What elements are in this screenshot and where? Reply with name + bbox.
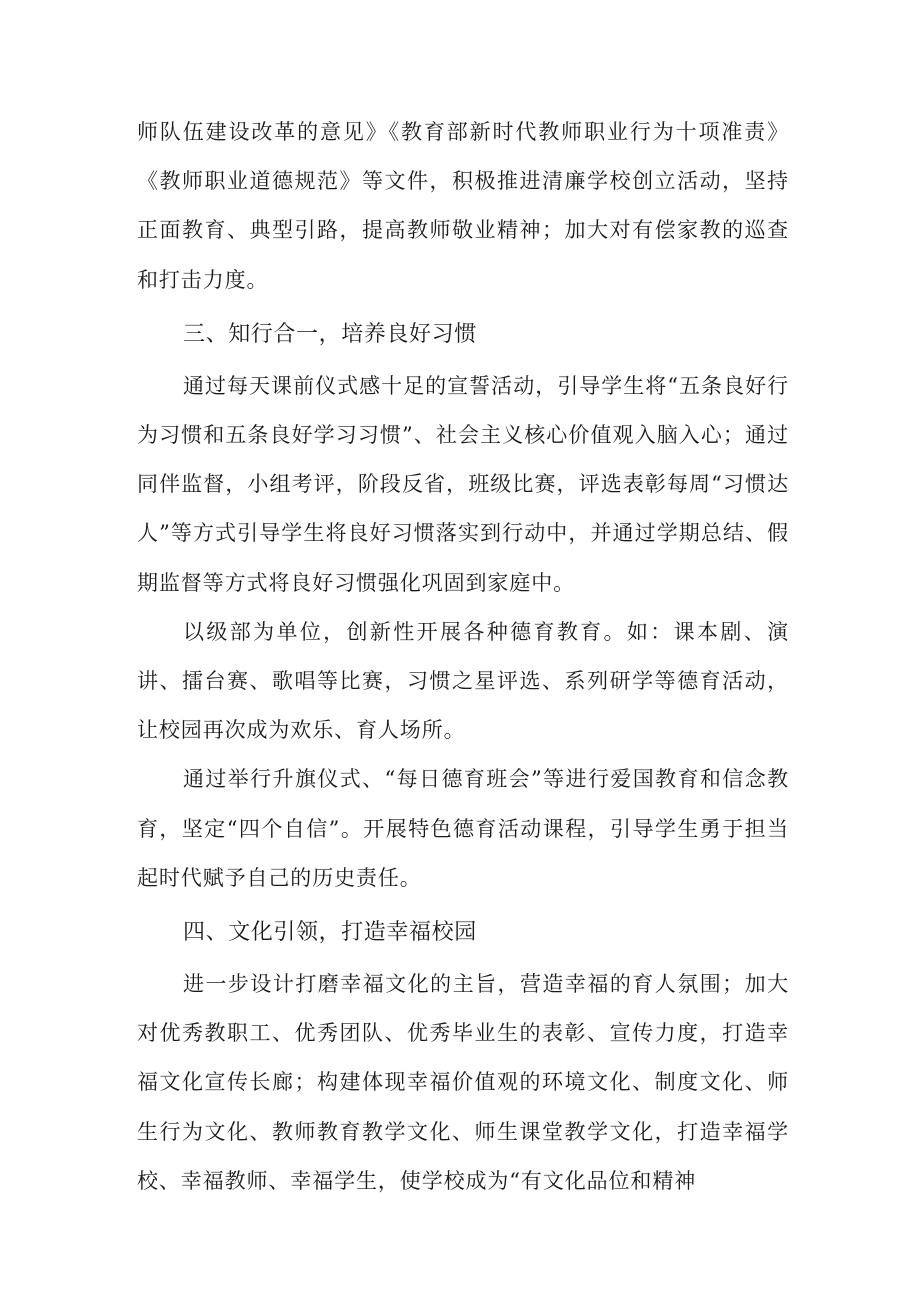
section-heading-three: 三、知行合一，培养良好习惯 <box>183 321 477 347</box>
paragraph-continuation: 师队伍建设改革的意见》《教育部新时代教师职业行为十项准责》《教师职业道德规范》等文件，积极推进清廉学校创立活动，坚持正面教育、典型引路，提高教师敬业精神；加大对有偿家教的巡查和打击力度。 <box>137 120 789 292</box>
paragraph-happiness-culture: 进一步设计打磨幸福文化的主旨，营造幸福的育人氛围；加大对优秀教职工、优秀团队、优秀毕业生的表彰、宣传力度，打造幸福文化宣传长廊；构建体现幸福价值观的环境文化、制度文化、师生行为文化、教师教育教学文化、师生课堂教学文化，打造幸福学校、幸福教师、幸福学生，使学校成为“有文化品位和精神 <box>137 972 789 1193</box>
paragraph-grade-activities: 以级部为单位，创新性开展各种德育教育。如：课本剧、演讲、擂台赛、歌唱等比赛，习惯之星评选、系列研学等德育活动，让校园再次成为欢乐、育人场所。 <box>137 619 789 743</box>
paragraph-patriotic-education: 通过举行升旗仪式、“每日德育班会”等进行爱国教育和信念教育，坚定“四个自信”。开展特色德育活动课程，引导学生勇于担当起时代赋予自己的历史责任。 <box>137 767 789 890</box>
section-heading-four: 四、文化引领，打造幸福校园 <box>183 920 477 946</box>
document-body <box>137 108 789 1206</box>
paragraph-habits: 通过每天课前仪式感十足的宣誓活动，引导学生将“五条良好行为习惯和五条良好学习习惯”、社会主义核心价值观入脑入心；通过同伴监督，小组考评，阶段反省，班级比赛，评选表彰每周“习惯达人”等方式引导学生将良好习惯落实到行动中，并通过学期总结、假期监督等方式将良好习惯强化巩固到家庭中。 <box>137 373 789 595</box>
